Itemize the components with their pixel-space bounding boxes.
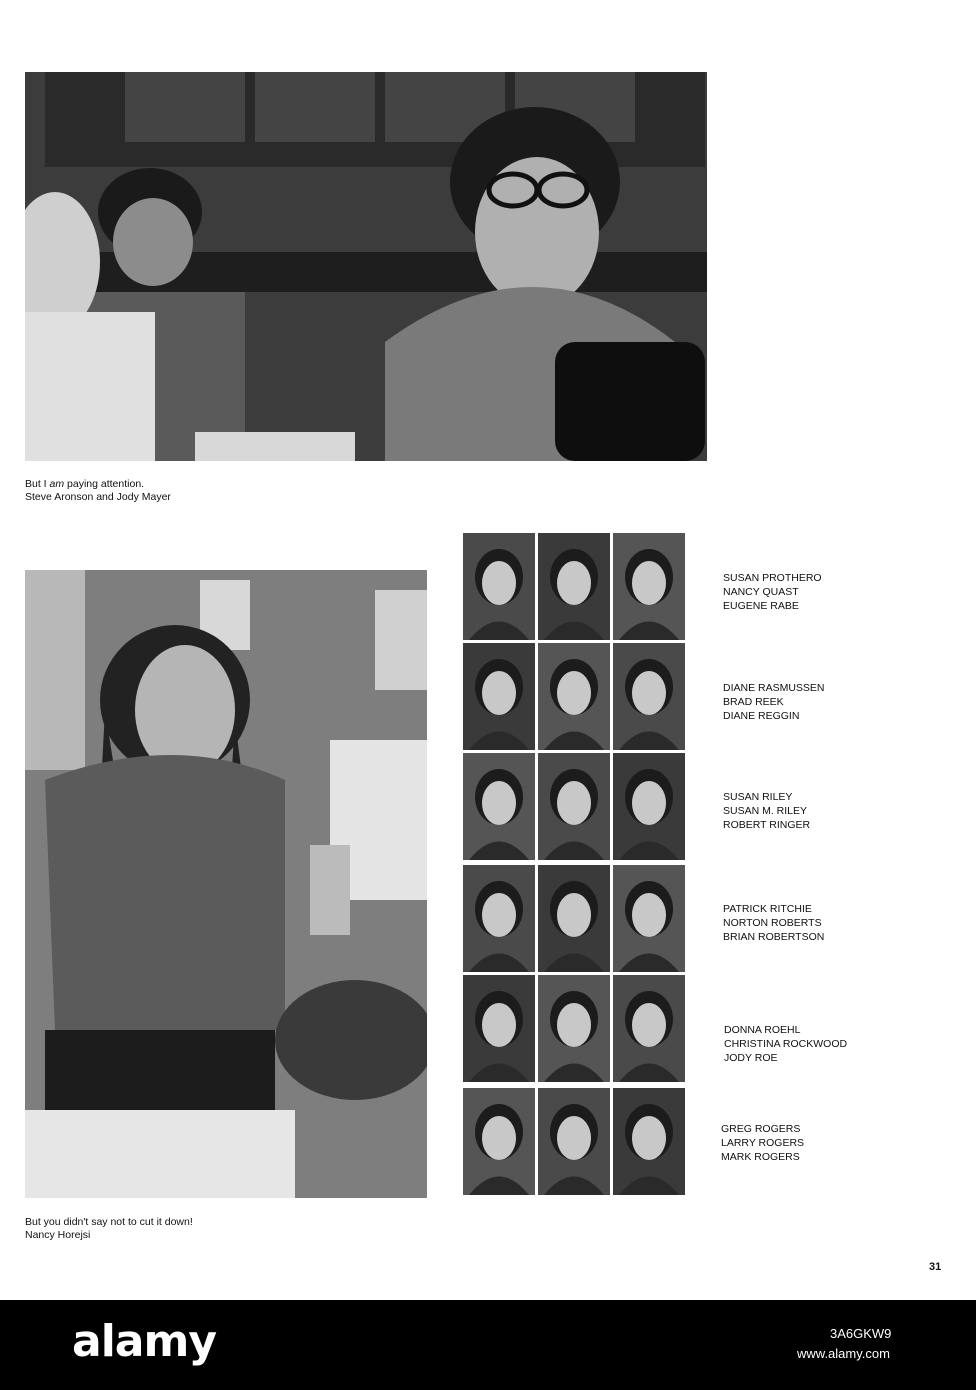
student-name: DIANE RASMUSSEN	[723, 682, 825, 694]
student-name: DIANE REGGIN	[723, 710, 800, 722]
portrait-row-names	[723, 902, 824, 944]
student-portrait	[538, 643, 610, 750]
student-name: MARK ROGERS	[721, 1151, 800, 1163]
left-caption-line2: Nancy Horejsi	[25, 1229, 91, 1241]
student-name: PATRICK RITCHIE	[723, 903, 812, 915]
portrait-row-names	[723, 571, 822, 613]
student-portrait	[538, 533, 610, 640]
portrait-row-names	[723, 681, 825, 723]
alamy-logo: alamy	[72, 1316, 216, 1367]
student-name: NORTON ROBERTS	[723, 917, 822, 929]
student-portrait	[463, 533, 535, 640]
student-portrait	[463, 643, 535, 750]
student-name: BRAD REEK	[723, 696, 784, 708]
student-name: BRIAN ROBERTSON	[723, 931, 825, 943]
student-portrait	[613, 1088, 685, 1195]
student-portrait	[613, 533, 685, 640]
student-portrait	[463, 865, 535, 972]
student-name: NANCY QUAST	[723, 586, 799, 598]
page-number: 31	[929, 1261, 942, 1273]
classroom-photo-left	[25, 570, 427, 1198]
top-caption-line2: Steve Aronson and Jody Mayer	[25, 491, 171, 503]
student-portrait	[463, 975, 535, 1082]
student-name: DONNA ROEHL	[724, 1024, 801, 1036]
student-portrait	[463, 1088, 535, 1195]
student-name: GREG ROGERS	[721, 1123, 801, 1135]
student-portrait	[538, 865, 610, 972]
student-name: CHRISTINA ROCKWOOD	[724, 1038, 848, 1050]
image-id: 3A6GKW9	[830, 1326, 892, 1341]
portrait-row-names	[723, 790, 810, 832]
student-portrait	[613, 753, 685, 860]
student-name: EUGENE RABE	[723, 600, 799, 612]
student-name: LARRY ROGERS	[721, 1137, 805, 1149]
student-name: ROBERT RINGER	[723, 819, 811, 831]
student-name: SUSAN M. RILEY	[723, 805, 808, 817]
student-portrait	[463, 753, 535, 860]
classroom-photo-top	[25, 72, 707, 461]
student-portrait	[613, 643, 685, 750]
portrait-row-names	[721, 1122, 804, 1164]
student-portrait	[613, 975, 685, 1082]
top-caption-line1: But I am paying attention.	[25, 478, 145, 490]
student-portrait	[538, 975, 610, 1082]
student-name: JODY ROE	[724, 1052, 778, 1064]
student-portrait	[538, 753, 610, 860]
student-portrait	[538, 1088, 610, 1195]
left-caption-line1: But you didn't say not to cut it down!	[25, 1216, 193, 1228]
alamy-url: www.alamy.com	[797, 1346, 890, 1361]
student-name: SUSAN RILEY	[723, 791, 793, 803]
left-photo-caption	[25, 1216, 193, 1242]
student-portrait	[613, 865, 685, 972]
portrait-row-names	[724, 1023, 847, 1065]
student-name: SUSAN PROTHERO	[723, 572, 822, 584]
top-photo-caption	[25, 478, 171, 504]
